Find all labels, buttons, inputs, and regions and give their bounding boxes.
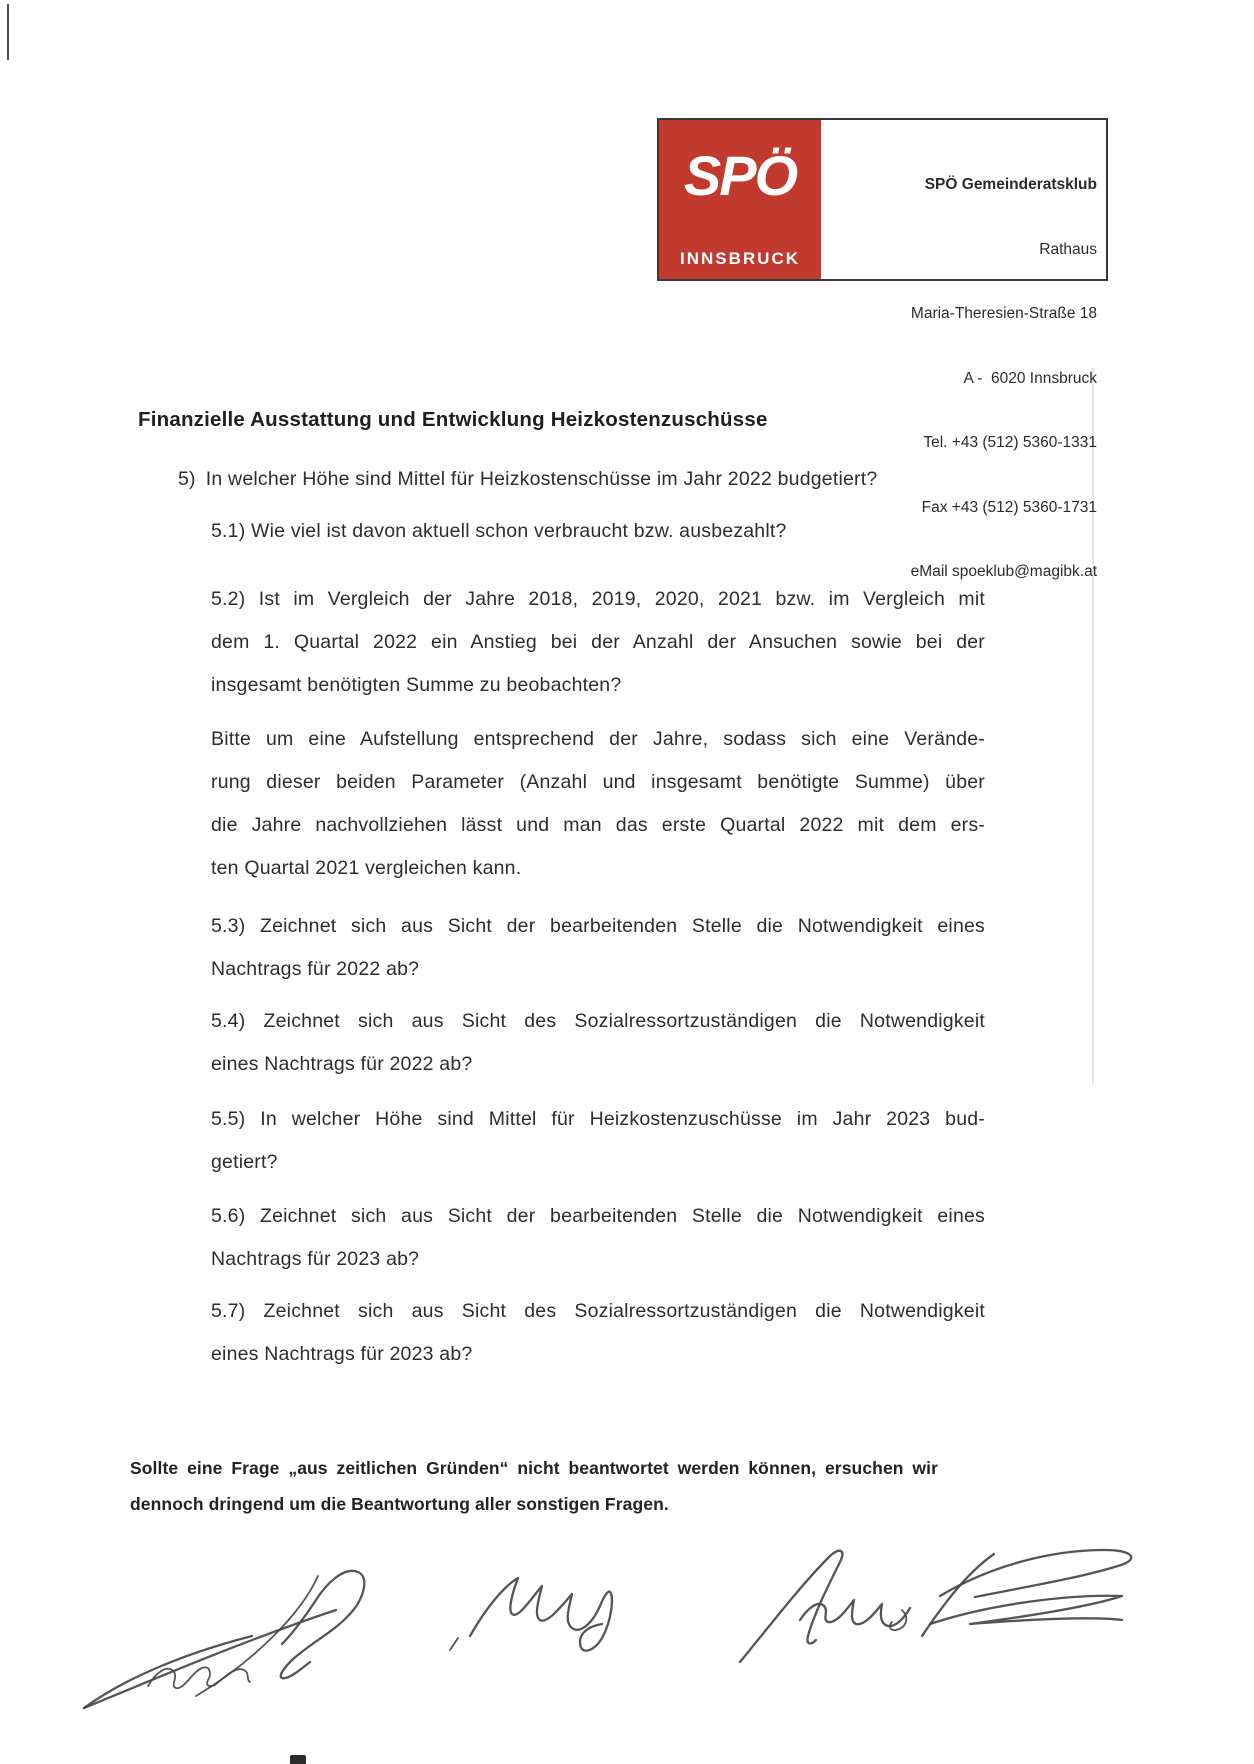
signature-2 [450,1578,612,1651]
section-heading: Finanzielle Ausstattung und Entwicklung Heizkostenzuschüsse [138,408,768,431]
question-5-2 [211,578,985,707]
question-5-2-line-3: insgesamt benötigten Summe zu beobachten? [211,674,622,696]
contact-org: SPÖ Gemeinderatsklub [924,176,1097,193]
question-5-5-line-1: 5.5) In welcher Höhe sind Mittel für Heizkostenzuschüsse im Jahr 2023 bud- [211,1108,985,1130]
scan-artifact-top-left [7,4,9,60]
signature-1 [84,1571,364,1708]
question-5-1 [211,510,985,553]
question-5-2-line-1: 5.2) Ist im Vergleich der Jahre 2018, 2019, 2020, 2021 bzw. im Vergleich mit [211,588,985,610]
signature-3 [740,1551,910,1662]
spo-logo-box [659,120,821,279]
question-5-5-line-2: getiert? [211,1151,278,1173]
question-5 [178,458,877,501]
question-5-3-line-2: Nachtrags für 2022 ab? [211,958,420,980]
question-5-2-line-2: dem 1. Quartal 2022 ein Anstieg bei der Anzahl der Ansuchen sowie bei der [211,631,985,653]
note-line-3: die Jahre nachvollziehen lässt und man das erste Quartal 2022 mit dem ers- [211,814,985,836]
contact-fax: Fax +43 (512) 5360-1731 [921,498,1097,516]
signature-4 [922,1550,1131,1636]
contact-street: Maria-Theresien-Straße 18 [910,305,1097,322]
question-5-7-line-2: eines Nachtrags für 2023 ab? [211,1343,473,1365]
note-line-4: ten Quartal 2021 vergleichen kann. [211,857,522,879]
question-5-6 [211,1195,985,1281]
closing-statement [130,1450,938,1522]
contact-email: eMail spoeklub@magibk.at [910,563,1097,580]
question-5-5 [211,1098,985,1184]
note-line-1: Bitte um eine Aufstellung entsprechend der Jahre, sodass sich eine Verände- [211,728,985,750]
question-5-number: 5) [178,468,196,490]
question-5-4-line-1: 5.4) Zeichnet sich aus Sicht des Sozialressortzuständigen die Notwendigkeit [211,1010,985,1032]
question-5-3-line-1: 5.3) Zeichnet sich aus Sicht der bearbeitenden Stelle die Notwendigkeit eines [211,915,985,937]
note-paragraph [211,718,985,890]
question-5-3 [211,905,985,991]
question-5-7 [211,1290,985,1376]
question-5-4 [211,1000,985,1086]
question-5-7-line-1: 5.7) Zeichnet sich aus Sicht des Sozialressortzuständigen die Notwendigkeit [211,1300,985,1322]
spo-logo-city: INNSBRUCK [680,249,800,268]
note-line-2: rung dieser beiden Parameter (Anzahl und insgesamt benötigte Summe) über [211,771,985,793]
contact-building: Rathaus [1039,240,1097,258]
contact-city: A - 6020 Innsbruck [963,369,1097,387]
question-5-6-line-2: Nachtrags für 2023 ab? [211,1248,420,1270]
signature-area [0,1524,1254,1764]
letterhead-box [657,118,1108,580]
question-5-1-line-1: 5.1) Wie viel ist davon aktuell schon verbraucht bzw. ausbezahlt? [211,520,787,542]
contact-tel: Tel. +43 (512) 5360-1331 [923,434,1097,451]
question-5-6-line-1: 5.6) Zeichnet sich aus Sicht der bearbeitenden Stelle die Notwendigkeit eines [211,1205,985,1227]
spo-logo-text: SPÖ [683,144,797,207]
signatures-svg [0,1524,1254,1764]
question-5-4-line-2: eines Nachtrags für 2022 ab? [211,1053,473,1075]
closing-line-2: dennoch dringend um die Beantwortung aller sonstigen Fragen. [130,1494,669,1514]
closing-line-1: Sollte eine Frage „aus zeitlichen Gründen“ nicht beantwortet werden können, ersuchen wir [130,1458,938,1478]
question-5-text: In welcher Höhe sind Mittel für Heizkostenschüsse im Jahr 2022 budgetiert? [205,468,878,490]
